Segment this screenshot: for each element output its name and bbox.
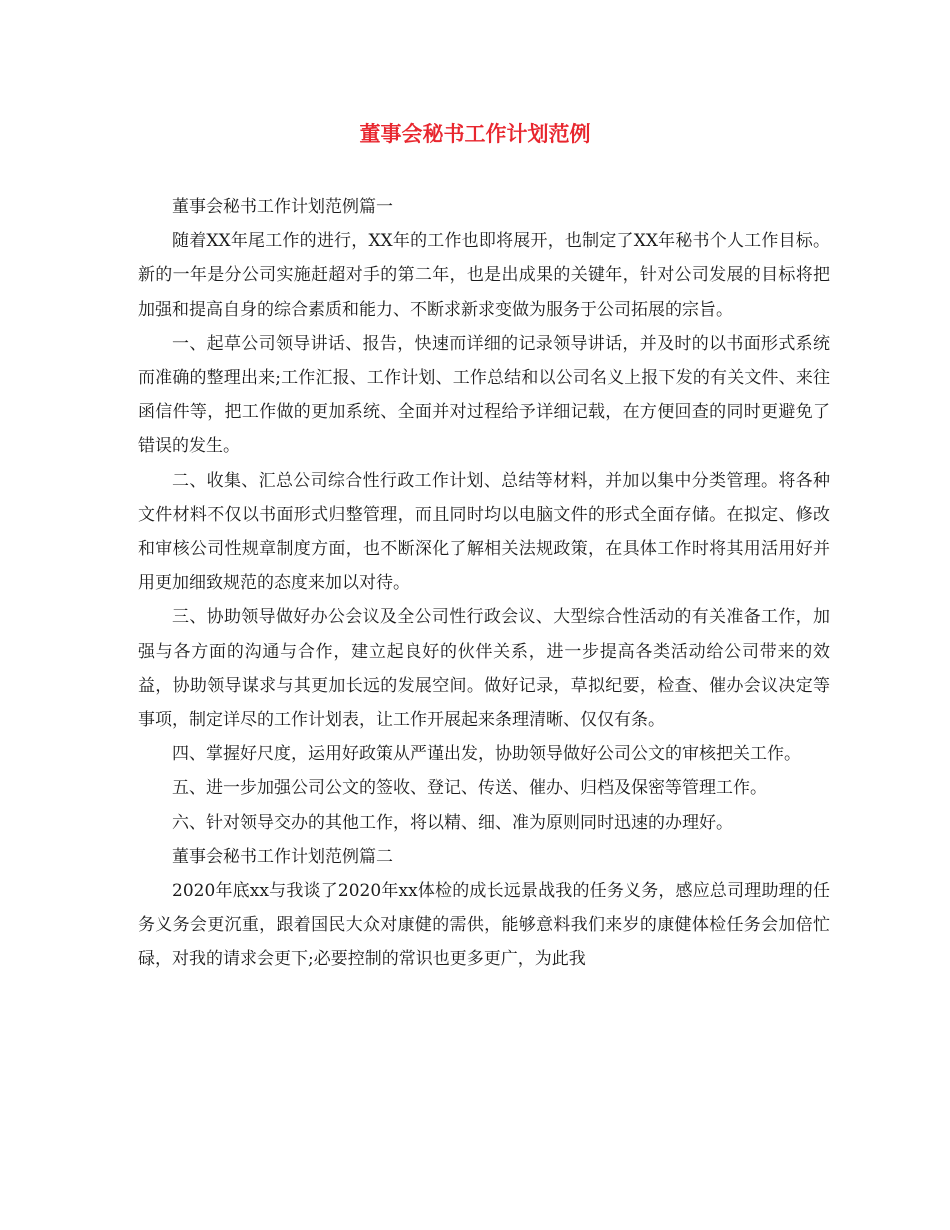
- paragraph-item-2: 二、收集、汇总公司综合性行政工作计划、总结等材料，并加以集中分类管理。将各种文件材料不仅以书面形式归整管理，而且同时均以电脑文件的形式全面存储。在拟定、修改和审核公司性规章制度方面，也不断深化了解相关法规政策，在具体工作时将其用活用好并用更加细致规范的态度来加以对待。: [138, 470, 830, 594]
- document-title: 董事会秘书工作计划范例: [359, 121, 591, 146]
- section-heading-1: 董事会秘书工作计划范例篇一: [172, 197, 393, 217]
- paragraph-item-5: 五、进一步加强公司公文的签收、登记、传送、催办、归档及保密等管理工作。: [172, 778, 767, 799]
- section-heading-2: 董事会秘书工作计划范例篇二: [172, 846, 393, 867]
- paragraph-intro: 随着XX年尾工作的进行，XX年的工作也即将展开，也制定了XX年秘书个人工作目标。新的一年是分公司实施赶超对手的第二年，也是出成果的关键年，针对公司发展的目标将把加强和提高自身的综合素质和能力、不断求新求变做为服务于公司拓展的宗旨。: [138, 231, 830, 320]
- paragraph-item-1: 一、起草公司领导讲话、报告，快速而详细的记录领导讲话，并及时的以书面形式系统而准确的整理出来;工作汇报、工作计划、工作总结和以公司名义上报下发的有关文件、来往函信件等，把工作做的更加系统、全面并对过程给予详细记载，在方便回查的同时更避免了错误的发生。: [138, 333, 830, 457]
- paragraph-item-6: 六、针对领导交办的其他工作，将以精、细、准为原则同时迅速的办理好。: [172, 812, 733, 833]
- paragraph-section-2: 2020年底xx与我谈了2020年xx体检的成长远景战我的任务义务，感应总司理助理的任务义务会更沉重，跟着国民大众对康健的需供，能够意料我们来岁的康健体检任务会加倍忙碌，对我的请求会更下;必要控制的常识也更多更广，为此我: [138, 881, 830, 970]
- document-body: [138, 190, 830, 977]
- paragraph-item-3: 三、协助领导做好办公会议及全公司性行政会议、大型综合性活动的有关准备工作，加强与各方面的沟通与合作，建立起良好的伙伴关系，进一步提高各类活动给公司带来的效益，协助领导谋求与其更加长远的发展空间。做好记录，草拟纪要，检查、催办会议决定等事项，制定详尽的工作计划表，让工作开展起来条理清晰、仅仅有条。: [138, 607, 830, 731]
- paragraph-item-4: 四、掌握好尺度，运用好政策从严谨出发，协助领导做好公司公文的审核把关工作。: [172, 744, 801, 765]
